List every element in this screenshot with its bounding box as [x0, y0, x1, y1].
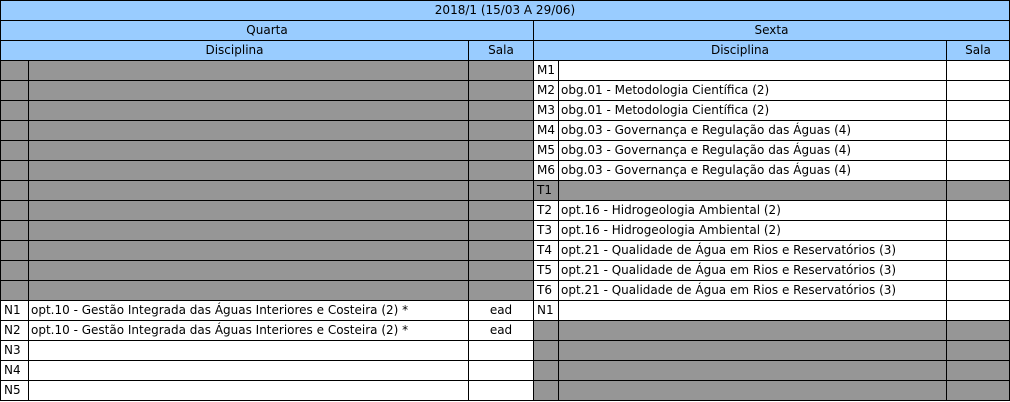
quarta-sala-cell	[469, 201, 534, 221]
schedule-title: 2018/1 (15/03 A 29/06)	[1, 1, 1010, 21]
sexta-slot-code: M4	[534, 121, 559, 141]
sexta-sala-cell	[947, 121, 1010, 141]
sexta-sala-cell	[947, 61, 1010, 81]
quarta-disciplina-cell	[29, 341, 469, 361]
sexta-disciplina-cell: opt.16 - Hidrogeologia Ambiental (2)	[559, 201, 947, 221]
quarta-slot-code	[1, 161, 29, 181]
day-header-quarta: Quarta	[1, 21, 534, 41]
sexta-slot-code: N1	[534, 301, 559, 321]
sexta-slot-code: T3	[534, 221, 559, 241]
sexta-disciplina-cell: obg.01 - Metodologia Científica (2)	[559, 101, 947, 121]
sexta-sala-cell	[947, 321, 1010, 341]
sexta-sala-cell	[947, 181, 1010, 201]
quarta-slot-code: N3	[1, 341, 29, 361]
quarta-slot-code: N4	[1, 361, 29, 381]
quarta-slot-code	[1, 81, 29, 101]
day-header-row	[1, 21, 1010, 41]
sexta-disciplina-cell: opt.21 - Qualidade de Água em Rios e Reservatórios (3)	[559, 241, 947, 261]
sexta-sala-cell	[947, 201, 1010, 221]
sexta-sala-cell	[947, 281, 1010, 301]
quarta-sala-cell	[469, 181, 534, 201]
sexta-disciplina-cell: opt.21 - Qualidade de Água em Rios e Reservatórios (3)	[559, 261, 947, 281]
schedule-row	[1, 141, 1010, 161]
sexta-sala-cell	[947, 241, 1010, 261]
quarta-sala-cell	[469, 61, 534, 81]
col-header-sala-sexta: Sala	[947, 41, 1010, 61]
quarta-disciplina-cell	[29, 101, 469, 121]
quarta-slot-code	[1, 221, 29, 241]
sexta-disciplina-cell	[559, 381, 947, 401]
quarta-sala-cell: ead	[469, 301, 534, 321]
quarta-sala-cell	[469, 141, 534, 161]
schedule-row	[1, 361, 1010, 381]
sexta-disciplina-cell	[559, 301, 947, 321]
sexta-slot-code: M5	[534, 141, 559, 161]
sexta-sala-cell	[947, 381, 1010, 401]
sexta-sala-cell	[947, 301, 1010, 321]
quarta-disciplina-cell	[29, 181, 469, 201]
sexta-slot-code: T4	[534, 241, 559, 261]
quarta-sala-cell	[469, 341, 534, 361]
sexta-slot-code: M6	[534, 161, 559, 181]
quarta-disciplina-cell	[29, 261, 469, 281]
quarta-sala-cell	[469, 161, 534, 181]
quarta-disciplina-cell	[29, 121, 469, 141]
sexta-slot-code: M1	[534, 61, 559, 81]
day-header-sexta: Sexta	[534, 21, 1010, 41]
schedule-row	[1, 61, 1010, 81]
sexta-disciplina-cell	[559, 181, 947, 201]
quarta-disciplina-cell	[29, 241, 469, 261]
quarta-slot-code	[1, 101, 29, 121]
quarta-disciplina-cell	[29, 361, 469, 381]
col-header-disciplina-quarta: Disciplina	[1, 41, 469, 61]
sexta-disciplina-cell: obg.01 - Metodologia Científica (2)	[559, 81, 947, 101]
quarta-slot-code	[1, 121, 29, 141]
quarta-slot-code	[1, 201, 29, 221]
quarta-slot-code	[1, 181, 29, 201]
quarta-slot-code	[1, 61, 29, 81]
sexta-slot-code: T5	[534, 261, 559, 281]
quarta-disciplina-cell	[29, 201, 469, 221]
sexta-slot-code	[534, 321, 559, 341]
sexta-disciplina-cell	[559, 341, 947, 361]
schedule-row	[1, 121, 1010, 141]
quarta-disciplina-cell	[29, 81, 469, 101]
quarta-slot-code	[1, 141, 29, 161]
quarta-sala-cell	[469, 381, 534, 401]
schedule-row	[1, 321, 1010, 341]
quarta-disciplina-cell	[29, 221, 469, 241]
schedule-row	[1, 261, 1010, 281]
sexta-slot-code: M3	[534, 101, 559, 121]
quarta-sala-cell	[469, 121, 534, 141]
sexta-disciplina-cell: obg.03 - Governança e Regulação das Águas (4)	[559, 141, 947, 161]
quarta-sala-cell	[469, 81, 534, 101]
quarta-sala-cell	[469, 101, 534, 121]
schedule-row	[1, 181, 1010, 201]
sexta-disciplina-cell	[559, 361, 947, 381]
schedule-row	[1, 241, 1010, 261]
sexta-slot-code	[534, 341, 559, 361]
sexta-sala-cell	[947, 261, 1010, 281]
sexta-slot-code: T6	[534, 281, 559, 301]
quarta-slot-code: N5	[1, 381, 29, 401]
schedule-row	[1, 201, 1010, 221]
sexta-disciplina-cell: opt.16 - Hidrogeologia Ambiental (2)	[559, 221, 947, 241]
sexta-slot-code	[534, 361, 559, 381]
quarta-sala-cell: ead	[469, 321, 534, 341]
schedule-row	[1, 161, 1010, 181]
sexta-disciplina-cell: opt.21 - Qualidade de Água em Rios e Reservatórios (3)	[559, 281, 947, 301]
sexta-disciplina-cell: obg.03 - Governança e Regulação das Águas (4)	[559, 161, 947, 181]
sexta-slot-code	[534, 381, 559, 401]
quarta-disciplina-cell: opt.10 - Gestão Integrada das Águas Interiores e Costeira (2) *	[29, 301, 469, 321]
sexta-disciplina-cell: obg.03 - Governança e Regulação das Águas (4)	[559, 121, 947, 141]
quarta-sala-cell	[469, 261, 534, 281]
sexta-sala-cell	[947, 361, 1010, 381]
sexta-sala-cell	[947, 221, 1010, 241]
quarta-disciplina-cell	[29, 141, 469, 161]
sexta-sala-cell	[947, 101, 1010, 121]
sexta-sala-cell	[947, 161, 1010, 181]
quarta-disciplina-cell	[29, 381, 469, 401]
quarta-disciplina-cell: opt.10 - Gestão Integrada das Águas Interiores e Costeira (2) *	[29, 321, 469, 341]
sexta-slot-code: T1	[534, 181, 559, 201]
sexta-disciplina-cell	[559, 61, 947, 81]
sexta-sala-cell	[947, 81, 1010, 101]
title-row	[1, 1, 1010, 21]
quarta-slot-code: N2	[1, 321, 29, 341]
schedule-row	[1, 81, 1010, 101]
quarta-disciplina-cell	[29, 281, 469, 301]
col-header-disciplina-sexta: Disciplina	[534, 41, 947, 61]
schedule-row	[1, 341, 1010, 361]
sexta-slot-code: T2	[534, 201, 559, 221]
quarta-slot-code	[1, 241, 29, 261]
quarta-disciplina-cell	[29, 61, 469, 81]
sexta-slot-code: M2	[534, 81, 559, 101]
quarta-slot-code	[1, 261, 29, 281]
schedule-row	[1, 381, 1010, 401]
quarta-sala-cell	[469, 281, 534, 301]
sexta-sala-cell	[947, 341, 1010, 361]
col-header-sala-quarta: Sala	[469, 41, 534, 61]
column-header-row	[1, 41, 1010, 61]
schedule-row	[1, 281, 1010, 301]
quarta-slot-code: N1	[1, 301, 29, 321]
quarta-sala-cell	[469, 361, 534, 381]
sexta-sala-cell	[947, 141, 1010, 161]
sexta-disciplina-cell	[559, 321, 947, 341]
schedule-row	[1, 301, 1010, 321]
quarta-disciplina-cell	[29, 161, 469, 181]
schedule-row	[1, 221, 1010, 241]
quarta-sala-cell	[469, 241, 534, 261]
schedule-row	[1, 101, 1010, 121]
quarta-slot-code	[1, 281, 29, 301]
quarta-sala-cell	[469, 221, 534, 241]
